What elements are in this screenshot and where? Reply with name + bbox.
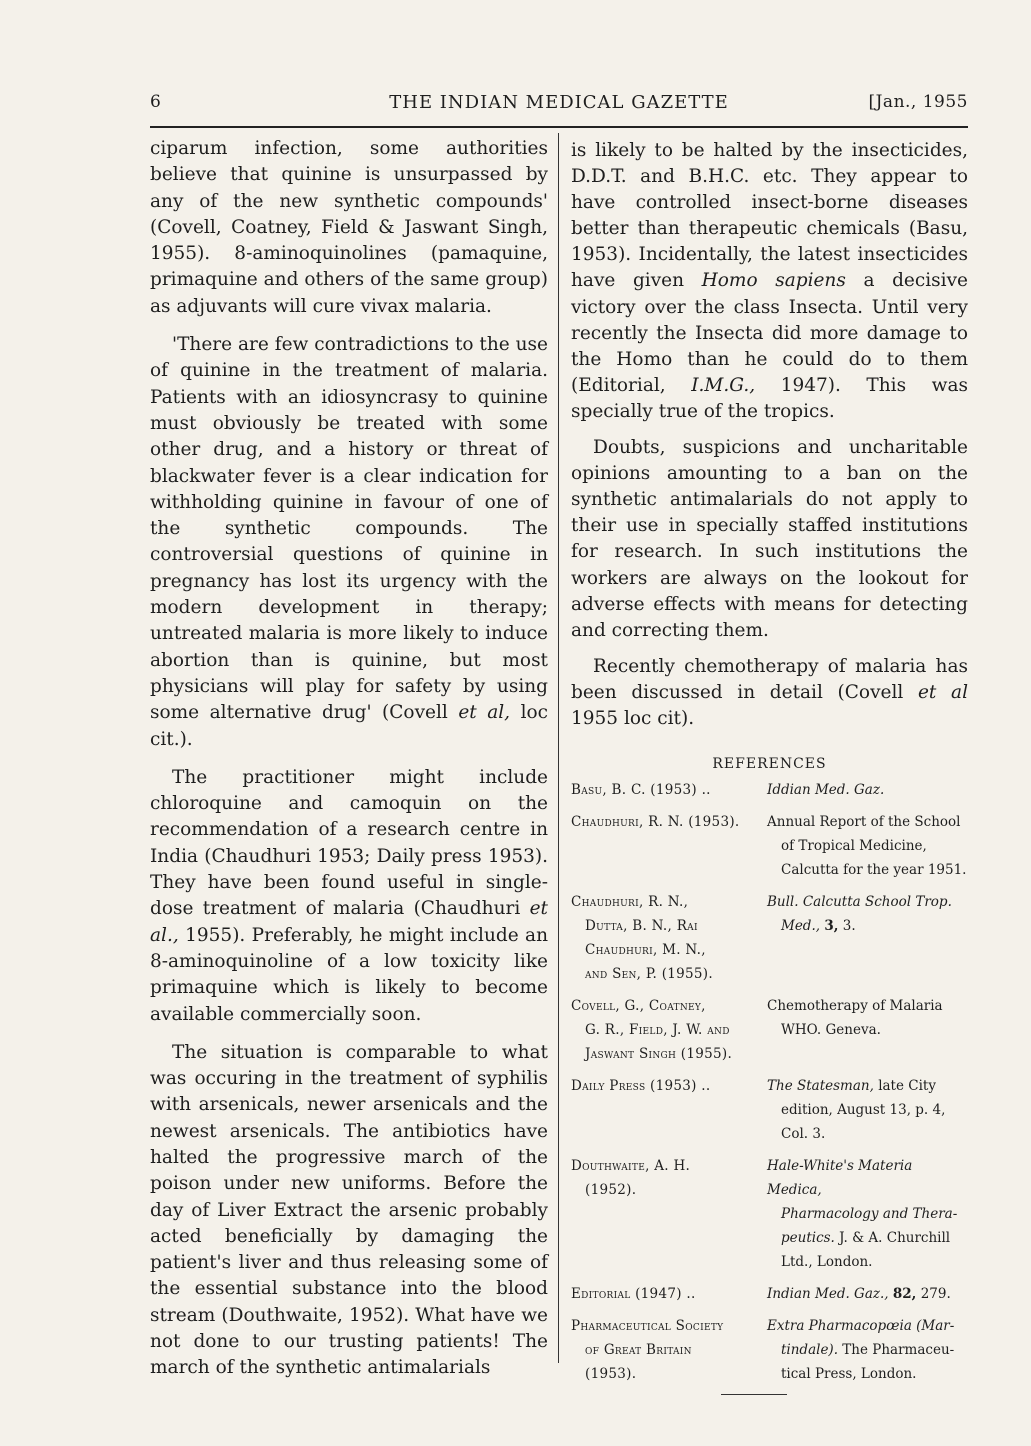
left-column [150, 136, 548, 1394]
right-column [571, 138, 968, 1395]
paragraph: Doubts, suspicions and uncharitable opinions amounting to a ban on the synthetic antimalarials do not apply to their use in specially staffed institutions for research. In such institutions the workers are always on the lookout for adverse effects with means for detecting and correcting them. [571, 437, 968, 641]
paragraph: ciparum infection, some authorities believe that quinine is unsurpassed by any of the new synthetic compounds' (Covell, Coatney, Field & Jaswant Singh, 1955). 8-aminoquinolines (pamaquine, primaquine and others of the same group) as adjuvants will cure vivax malaria. [150, 138, 548, 317]
end-rule [721, 1394, 787, 1395]
page-header [150, 92, 968, 122]
paragraph: Recently chemotherapy of malaria has been discussed in detail (Covell et al 1955 loc cit). [571, 655, 968, 729]
reference-item: Covell, G., Coatney, G. R., Field, J. W. and Jaswant Singh (1955). Chemotherapy of Malaria WHO. Geneva. [571, 998, 943, 1063]
reference-item: Chaudhuri, R. N., Dutta, B. N., Rai Chaudhuri, M. N., and Sen, P. (1955). Bull. Calcutta School Trop. Med., 3, 3. [571, 894, 952, 983]
reference-item: Chaudhuri, R. N. (1953). Annual Report of the School of Tropical Medicine, Calcutta for the year 1951. [571, 814, 967, 879]
paragraph: The practitioner might include chloroquine and camoquin on the recommendation of a research centre in India (Chaudhuri 1953; Daily press 1953). They have been found useful in single-dose treatment of malaria (Chaudhuri et al., 1955). Preferably, he might include an 8-aminoquinoline of a low toxicity like primaquine which is likely to become available commercially soon. [150, 766, 548, 1025]
paragraph: The situation is comparable to what was occuring in the treatment of syphilis with arsenicals, newer arsenicals and the newest arsenicals. The antibiotics have halted the progressive march of the poison under new uniforms. Before the day of Liver Extract the arsenic probably acted beneficially by damaging the patient's liver and thus releasing some of the essential substance into the blood stream (Douthwaite, 1952). What have we not done to our trusting patients! The march of the synthetic antimalarials [150, 1041, 548, 1379]
reference-item: Pharmaceutical Society of Great Britain (1953). Extra Pharmacopœia (Mar- tindale). The Pharmaceu- tical Press, London. [571, 1318, 955, 1383]
reference-item: Editorial (1947) .. Indian Med. Gaz., 82, 279. [571, 1286, 951, 1303]
page-number: 6 [150, 92, 162, 112]
column-divider [558, 133, 559, 1363]
header-rule [150, 126, 968, 128]
paragraph: 'There are few contradictions to the use of quinine in the treatment of malaria. Patients with an idiosyncrasy to quinine must obviously be treated with some other drug, and a history or threat of blackwater fever is a clear indication for withholding quinine in favour of one of the synthetic compounds. The controversial questions of quinine in pregnancy has lost its urgency with the modern development in therapy; untreated malaria is more likely to induce abortion than is quinine, but most physicians will play for safety by using some alternative drug' (Covell et al, loc cit.). [150, 334, 548, 750]
issue-date: [Jan., 1955 [868, 92, 968, 112]
reference-item: Basu, B. C. (1953) .. Iddian Med. Gaz. [571, 782, 885, 799]
reference-item: Daily Press (1953) .. The Statesman, late City edition, August 13, p. 4, Col. 3. [571, 1078, 946, 1143]
references-heading: REFERENCES [712, 756, 827, 773]
paragraph: is likely to be halted by the insecticides, D.D.T. and B.H.C. etc. They appear to have controlled insect-borne diseases better than therapeutic chemicals (Basu, 1953). Incidentally, the latest insecticides have given Homo sapiens a decisive victory over the class Insecta. Until very recently the Insecta did more damage to the Homo than he could do to them (Editorial, I.M.G., 1947). This was specially true of the tropics. [571, 140, 968, 422]
reference-item: Douthwaite, A. H. (1952). Hale-White's Materia Medica, Pharmacology and Thera- peutics. J. & A. Churchill Ltd., London. [571, 1158, 958, 1271]
journal-title: THE INDIAN MEDICAL GAZETTE [389, 92, 729, 113]
